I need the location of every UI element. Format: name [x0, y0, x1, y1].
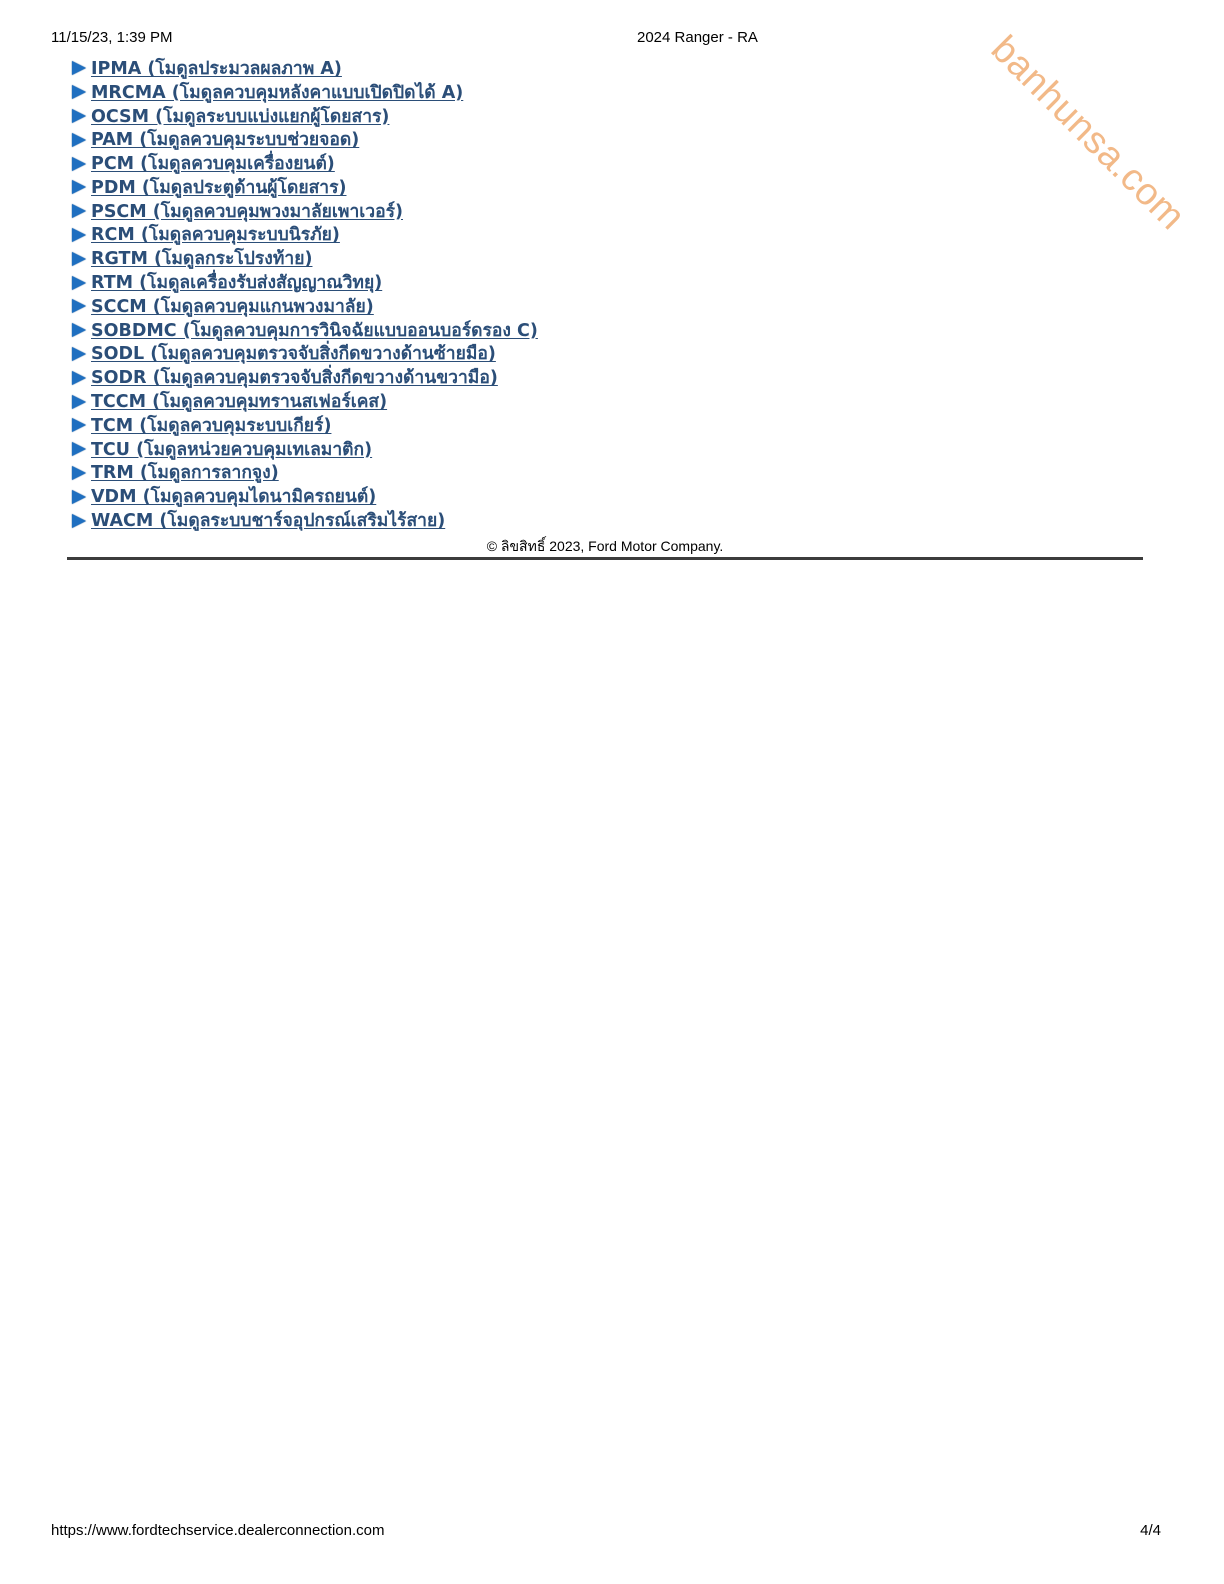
module-link[interactable]: RTM (โมดูลเครื่องรับส่งสัญญาณวิทยุ) — [91, 273, 383, 294]
play-arrow-icon — [72, 204, 86, 218]
module-list-item — [72, 461, 538, 485]
play-arrow-icon — [72, 466, 86, 480]
module-list-item — [72, 342, 538, 366]
module-list-item — [72, 127, 538, 151]
play-arrow-icon — [72, 228, 86, 242]
play-arrow-icon — [72, 157, 86, 171]
print-document-title: 2024 Ranger - RA — [637, 29, 758, 46]
module-link[interactable]: PSCM (โมดูลควบคุมพวงมาลัยเพาเวอร์) — [91, 201, 403, 222]
module-link[interactable]: SODL (โมดูลควบคุมตรวจจับสิ่งกีดขวางด้านซ้ายมือ) — [91, 344, 496, 365]
module-link[interactable]: TCM (โมดูลควบคุมระบบเกียร์) — [91, 415, 332, 436]
play-arrow-icon — [72, 252, 86, 266]
play-arrow-icon — [72, 133, 86, 147]
play-arrow-icon — [72, 514, 86, 528]
print-url: https://www.fordtechservice.dealerconnection.com — [51, 1522, 385, 1539]
module-link-list — [72, 56, 538, 532]
module-link[interactable]: OCSM (โมดูลระบบแบ่งแยกผู้โดยสาร) — [91, 106, 390, 127]
play-arrow-icon — [72, 109, 86, 123]
module-link[interactable]: PDM (โมดูลประตูด้านผู้โดยสาร) — [91, 177, 347, 198]
play-arrow-icon — [72, 61, 86, 75]
play-arrow-icon — [72, 347, 86, 361]
module-link[interactable]: PAM (โมดูลควบคุมระบบช่วยจอด) — [91, 130, 360, 151]
module-link[interactable]: SODR (โมดูลควบคุมตรวจจับสิ่งกีดขวางด้านขวามือ) — [91, 368, 498, 389]
module-list-item — [72, 175, 538, 199]
module-link[interactable]: TCU (โมดูลหน่วยควบคุมเทเลมาติก) — [91, 439, 373, 460]
play-arrow-icon — [72, 490, 86, 504]
module-list-item — [72, 294, 538, 318]
play-arrow-icon — [72, 299, 86, 313]
module-list-item — [72, 270, 538, 294]
module-link[interactable]: WACM (โมดูลระบบชาร์จอุปกรณ์เสริมไร้สาย) — [91, 511, 446, 532]
module-list-item — [72, 437, 538, 461]
footer-divider — [67, 557, 1143, 560]
module-list-item — [72, 80, 538, 104]
module-link[interactable]: IPMA (โมดูลประมวลผลภาพ A) — [91, 58, 342, 79]
module-link[interactable]: SCCM (โมดูลควบคุมแกนพวงมาลัย) — [91, 296, 374, 317]
module-link[interactable]: TCCM (โมดูลควบคุมทรานสเฟอร์เคส) — [91, 392, 388, 413]
copyright-notice: © ลิขสิทธิ์ 2023, Ford Motor Company. — [486, 538, 724, 554]
module-list-item — [72, 223, 538, 247]
play-arrow-icon — [72, 85, 86, 99]
play-arrow-icon — [72, 442, 86, 456]
module-link[interactable]: RCM (โมดูลควบคุมระบบนิรภัย) — [91, 225, 340, 246]
module-link[interactable]: VDM (โมดูลควบคุมไดนามิครถยนต์) — [91, 487, 377, 508]
module-link[interactable]: MRCMA (โมดูลควบคุมหลังคาแบบเปิดปิดได้ A) — [91, 82, 464, 103]
print-page-number: 4/4 — [1140, 1522, 1161, 1539]
module-link[interactable]: PCM (โมดูลควบคุมเครื่องยนต์) — [91, 154, 335, 175]
play-arrow-icon — [72, 395, 86, 409]
module-list-item — [72, 389, 538, 413]
play-arrow-icon — [72, 323, 86, 337]
play-arrow-icon — [72, 418, 86, 432]
play-arrow-icon — [72, 180, 86, 194]
module-link[interactable]: SOBDMC (โมดูลควบคุมการวินิจฉัยแบบออนบอร์ดรอง C) — [91, 320, 538, 341]
module-list-item — [72, 56, 538, 80]
module-list-item — [72, 318, 538, 342]
module-list-item — [72, 508, 538, 532]
module-list-item — [72, 484, 538, 508]
module-list-item — [72, 104, 538, 128]
module-link[interactable]: TRM (โมดูลการลากจูง) — [91, 463, 279, 484]
module-list-item — [72, 199, 538, 223]
module-list-item — [72, 413, 538, 437]
module-list-item — [72, 246, 538, 270]
play-arrow-icon — [72, 276, 86, 290]
module-list-item — [72, 151, 538, 175]
play-arrow-icon — [72, 371, 86, 385]
watermark: banhunsa.com — [982, 28, 1194, 239]
module-list-item — [72, 365, 538, 389]
print-datetime: 11/15/23, 1:39 PM — [51, 29, 173, 46]
module-link[interactable]: RGTM (โมดูลกระโปรงท้าย) — [91, 249, 313, 270]
